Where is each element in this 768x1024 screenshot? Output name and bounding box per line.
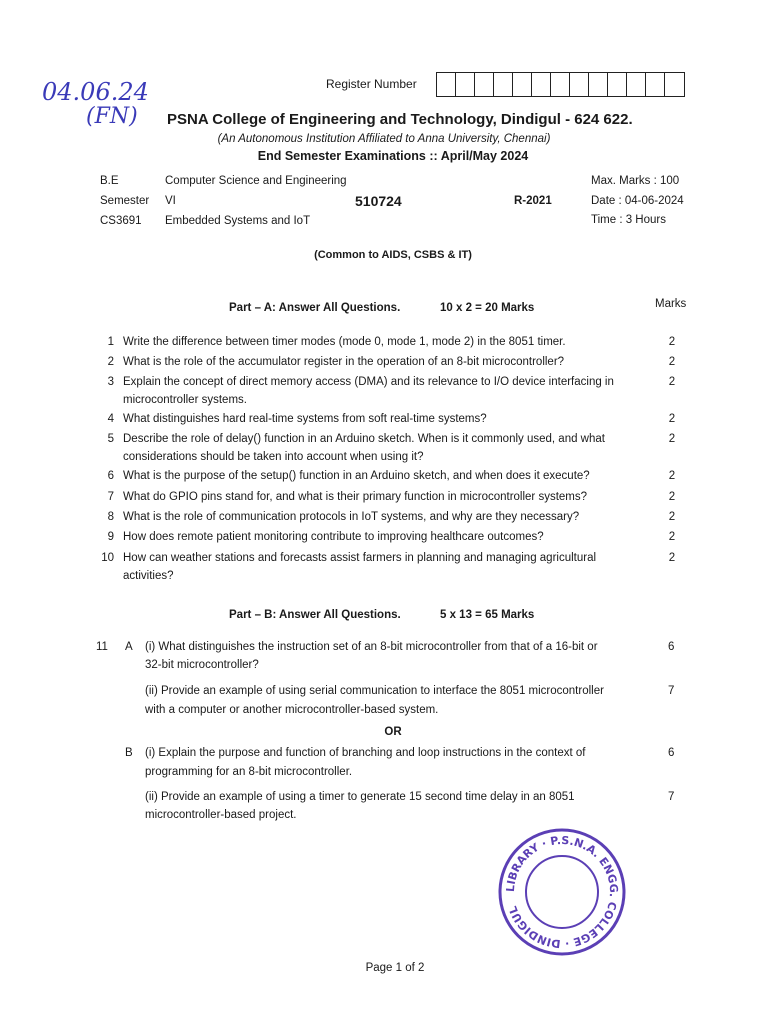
library-stamp <box>496 826 628 958</box>
q11b-part1-line2: programming for an 8-bit microcontroller. <box>145 766 353 778</box>
stamp-text: LIBRARY · P.S.N.A. ENGG. COLLEGE · DINDIGUL <box>503 833 621 951</box>
question-text: Write the difference between timer modes (mode 0, mode 1, mode 2) in the 8051 timer. <box>123 336 566 348</box>
q11b-part1-marks: 6 <box>668 747 675 759</box>
register-number-label: Register Number <box>326 77 417 91</box>
degree: B.E <box>100 175 119 187</box>
max-marks: Max. Marks : 100 <box>591 175 680 187</box>
semester-value: VI <box>165 195 176 207</box>
question-11-number: 11 <box>96 641 108 653</box>
question-marks: 2 <box>668 413 676 425</box>
exam-title: End Semester Examinations :: April/May 2024 <box>257 149 529 163</box>
question-number: 1 <box>107 336 114 348</box>
question-text: How can weather stations and forecasts assist farmers in planning and managing agricultural <box>123 552 597 564</box>
exam-duration: Time : 3 Hours <box>591 214 666 226</box>
question-number: 6 <box>107 470 114 482</box>
register-number-boxes <box>436 72 685 97</box>
q11b-part1-line1: (i) Explain the purpose and function of branching and loop instructions in the context of <box>145 747 586 759</box>
question-marks: 2 <box>668 336 676 348</box>
part-b-title: Part – B: Answer All Questions. <box>229 609 401 621</box>
question-text-continued: microcontroller systems. <box>123 394 247 406</box>
part-b-scheme: 5 x 13 = 65 Marks <box>440 609 535 621</box>
question-marks: 2 <box>668 356 676 368</box>
question-number: 8 <box>107 511 114 523</box>
part-a-scheme: 10 x 2 = 20 Marks <box>440 302 535 314</box>
question-marks: 2 <box>668 552 676 564</box>
question-text: Explain the concept of direct memory access (DMA) and its relevance to I/O device interfacing in <box>123 376 614 388</box>
q11a-part2-line2: with a computer or another microcontroller-based system. <box>145 704 439 716</box>
common-note: (Common to AIDS, CSBS & IT) <box>314 249 472 261</box>
question-marks: 2 <box>668 470 676 482</box>
q11a-part2-line1: (ii) Provide an example of using serial communication to interface the 8051 microcontroller <box>145 685 604 697</box>
question-text: What is the role of the accumulator register in the operation of an 8-bit microcontroller? <box>123 356 565 368</box>
part-a-title: Part – A: Answer All Questions. <box>229 302 401 314</box>
question-text: Describe the role of delay() function in an Arduino sketch. When is it commonly used, and what <box>123 433 605 445</box>
course-code: CS3691 <box>100 215 142 227</box>
option-a-label: A <box>125 641 133 653</box>
question-marks: 2 <box>668 376 676 388</box>
question-number: 5 <box>107 433 114 445</box>
question-number: 10 <box>101 552 114 564</box>
question-number: 4 <box>107 413 114 425</box>
exam-date: Date : 04-06-2024 <box>591 195 684 207</box>
q11a-part1-line1: (i) What distinguishes the instruction set of an 8-bit microcontroller from that of a 16-bit or <box>145 641 598 653</box>
q11b-part2-line2: microcontroller-based project. <box>145 809 297 821</box>
handwritten-session: (FN) <box>86 104 138 129</box>
option-b-label: B <box>125 747 133 759</box>
q11a-part2-marks: 7 <box>668 685 675 697</box>
regulation: R-2021 <box>514 195 552 207</box>
subject-number: 510724 <box>355 193 402 209</box>
question-marks: 2 <box>668 433 676 445</box>
question-text: What is the purpose of the setup() function in an Arduino sketch, and when does it execute? <box>123 470 590 482</box>
question-number: 3 <box>107 376 114 388</box>
question-text-continued: considerations should be taken into account when using it? <box>123 451 424 463</box>
q11b-part2-marks: 7 <box>668 791 675 803</box>
question-text: What is the role of communication protocols in IoT systems, and why are they necessary? <box>123 511 580 523</box>
q11a-part1-marks: 6 <box>668 641 675 653</box>
question-text-continued: activities? <box>123 570 174 582</box>
college-affiliation: (An Autonomous Institution Affiliated to Anna University, Chennai) <box>217 133 551 145</box>
question-text: How does remote patient monitoring contribute to improving healthcare outcomes? <box>123 531 544 543</box>
question-marks: 2 <box>668 531 676 543</box>
q11b-part2-line1: (ii) Provide an example of using a timer to generate 15 second time delay in an 8051 <box>145 791 575 803</box>
semester-label: Semester <box>100 195 150 207</box>
question-marks: 2 <box>668 511 676 523</box>
marks-column-header: Marks <box>655 298 687 310</box>
course-name: Embedded Systems and IoT <box>165 215 311 227</box>
question-number: 9 <box>107 531 114 543</box>
page-number: Page 1 of 2 <box>365 962 425 974</box>
question-marks: 2 <box>668 491 676 503</box>
college-name: PSNA College of Engineering and Technology, Dindigul - 624 622. <box>167 111 633 128</box>
question-number: 7 <box>107 491 114 503</box>
branch: Computer Science and Engineering <box>165 175 347 187</box>
q11a-part1-line2: 32-bit microcontroller? <box>145 659 259 671</box>
handwritten-date: 04.06.24 <box>42 78 149 106</box>
or-divider: OR <box>384 726 402 738</box>
question-text: What distinguishes hard real-time systems from soft real-time systems? <box>123 413 487 425</box>
svg-text:LIBRARY · P.S.N.A. ENGG. COLLE <box>504 834 620 950</box>
question-number: 2 <box>107 356 114 368</box>
question-text: What do GPIO pins stand for, and what is their primary function in microcontroller systems? <box>123 491 588 503</box>
